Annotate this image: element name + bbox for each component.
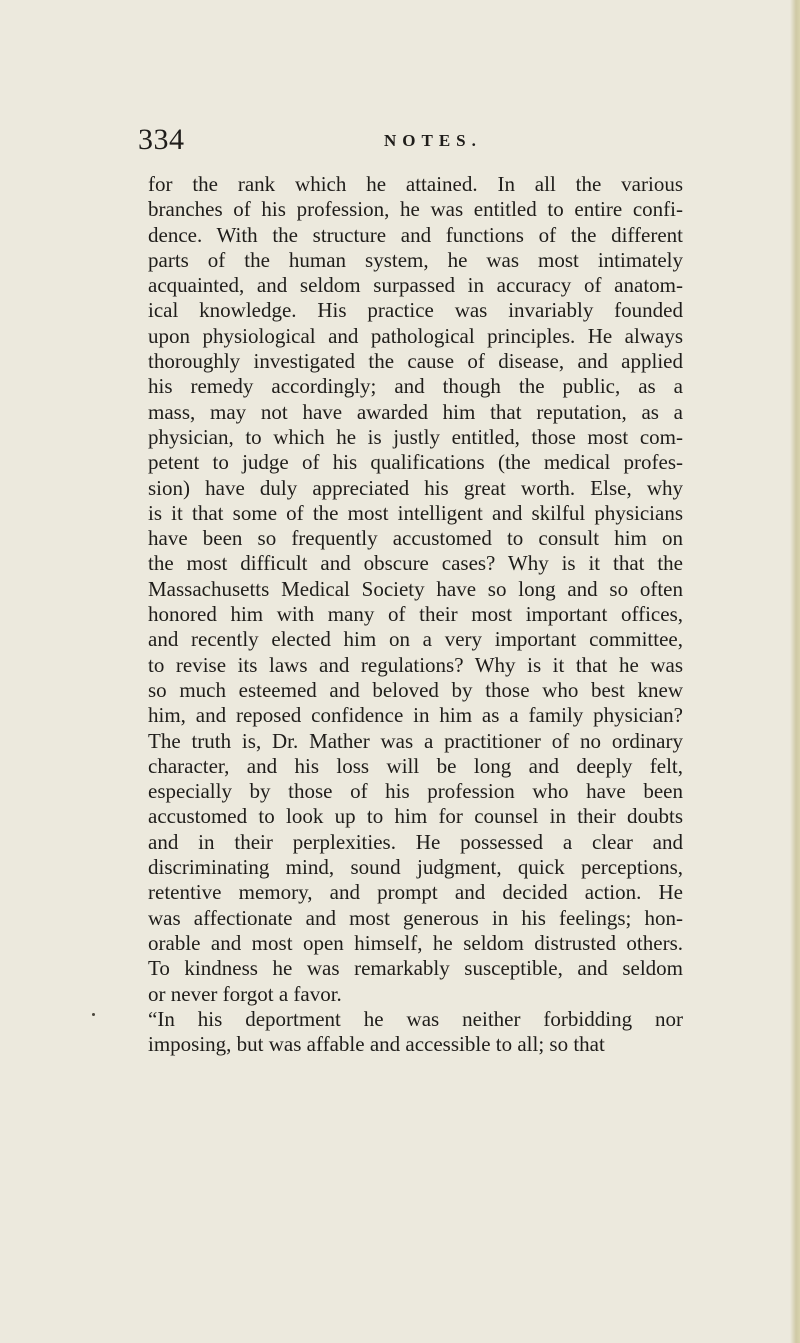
text-line: and in their perplexities. He possessed a clear and	[148, 829, 683, 854]
text-line: acquainted, and seldom surpassed in accuracy of anatom-	[148, 273, 683, 298]
text-line: his remedy accordingly; and though the public, as a	[148, 374, 683, 399]
text-line: thoroughly investigated the cause of disease, and applied	[148, 349, 683, 374]
text-line: discriminating mind, sound judgment, quick perceptions,	[148, 855, 683, 880]
text-line: is it that some of the most intelligent and skilful physicians	[148, 500, 683, 525]
text-line: petent to judge of his qualifications (the medical profes-	[148, 450, 683, 475]
body-text	[148, 172, 683, 1057]
text-line: imposing, but was affable and accessible to all; so that	[148, 1032, 605, 1057]
text-line: have been so frequently accustomed to consult him on	[148, 526, 683, 551]
text-line: The truth is, Dr. Mather was a practitioner of no ordinary	[148, 728, 683, 753]
text-line: and recently elected him on a very important committee,	[148, 627, 683, 652]
text-line: the most difficult and obscure cases? Why is it that the	[148, 551, 683, 576]
text-line: upon physiological and pathological principles. He always	[148, 323, 683, 348]
text-line: physician, to which he is justly entitled, those most com-	[148, 424, 683, 449]
running-head: NOTES.	[384, 131, 482, 150]
text-line: orable and most open himself, he seldom distrusted others.	[148, 930, 683, 955]
text-line: To kindness he was remarkably susceptible, and seldom	[148, 956, 683, 981]
text-line: ical knowledge. His practice was invariably founded	[148, 298, 683, 323]
page-edge-shadow	[790, 0, 800, 1343]
text-line: retentive memory, and prompt and decided action. He	[148, 880, 683, 905]
ink-speck	[92, 1013, 95, 1016]
text-line: honored him with many of their most important offices,	[148, 602, 683, 627]
text-line: him, and reposed confidence in him as a family physician?	[148, 703, 683, 728]
text-line: to revise its laws and regulations? Why is it that he was	[148, 652, 683, 677]
text-line: or never forgot a favor.	[148, 981, 342, 1006]
page-number: 334	[138, 123, 185, 156]
text-line: dence. With the structure and functions of the different	[148, 222, 683, 247]
text-line: branches of his profession, he was entitled to entire confi-	[148, 197, 683, 222]
text-line: sion) have duly appreciated his great worth. Else, why	[148, 475, 683, 500]
text-line: parts of the human system, he was most intimately	[148, 247, 683, 272]
text-line: character, and his loss will be long and deeply felt,	[148, 753, 683, 778]
text-line: mass, may not have awarded him that reputation, as a	[148, 399, 683, 424]
text-line: accustomed to look up to him for counsel in their doubts	[148, 804, 683, 829]
text-line: “In his deportment he was neither forbidding nor	[148, 1006, 683, 1031]
page-header	[0, 120, 800, 160]
text-line: for the rank which he attained. In all the various	[148, 172, 683, 196]
text-line: especially by those of his profession who have been	[148, 779, 683, 804]
text-line: Massachusetts Medical Society have so long and so often	[148, 576, 683, 601]
text-line: was affectionate and most generous in his feelings; hon-	[148, 905, 683, 930]
text-line: so much esteemed and beloved by those who best knew	[148, 677, 683, 702]
